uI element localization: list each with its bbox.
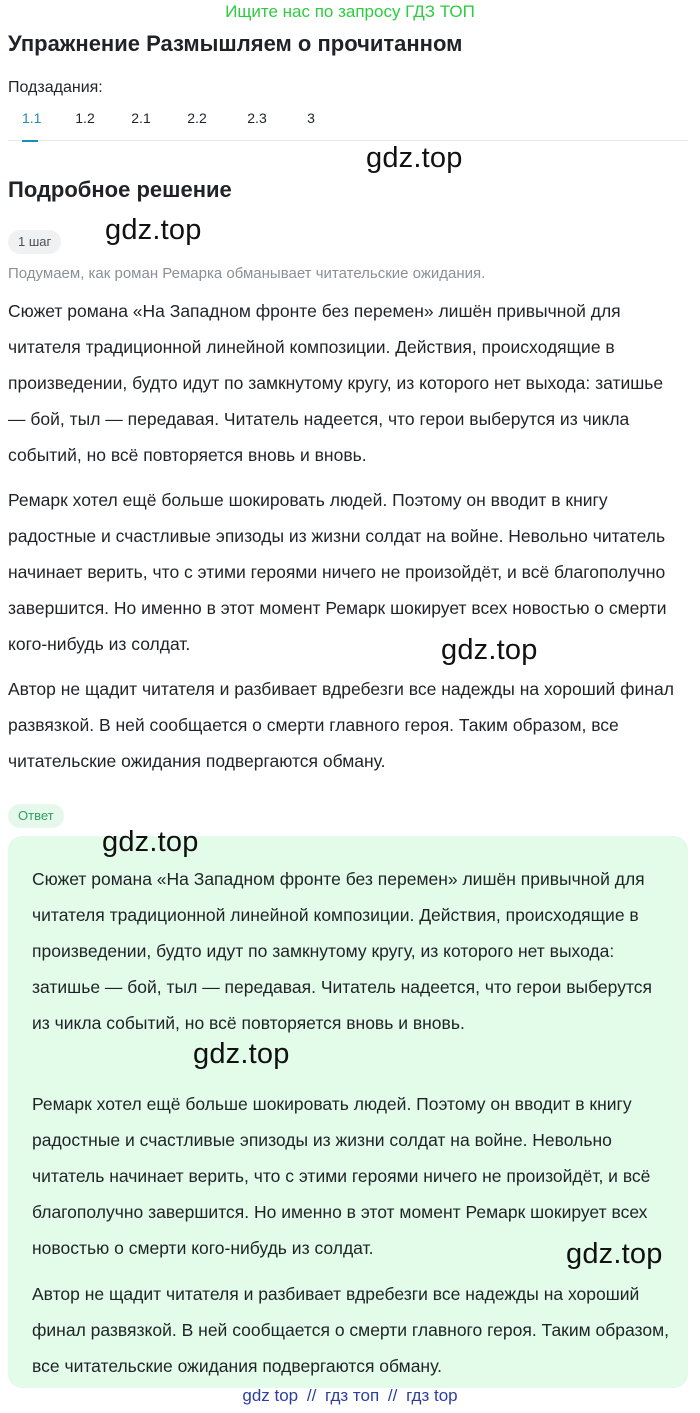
tab-3[interactable]: 3 bbox=[307, 110, 315, 126]
footer-link[interactable]: гдз топ bbox=[325, 1386, 380, 1405]
tab-1-1[interactable]: 1.1 bbox=[22, 110, 38, 140]
answer-badge: Ответ bbox=[8, 804, 64, 828]
solution-paragraph: Ремарк хотел ещё больше шокировать людей. Поэтому он вводит в книгу радостные и счастливые эпизоды из жизни солдат на войне. Невольно читатель начинает верить, что с этими героями ничего не произойдёт, и всё благополучно завершится. Но именно в этот момент Ремарк шокирует всех новостью о смерти кого-нибудь из солдат. bbox=[8, 490, 667, 654]
step-hint: Подумаем, как роман Ремарка обманывает читательские ожидания. bbox=[8, 265, 486, 282]
subtasks-label: Подзадания: bbox=[8, 79, 103, 96]
footer-link[interactable]: гдз top bbox=[406, 1386, 458, 1405]
watermark: gdz.top bbox=[441, 634, 538, 666]
answer-paragraph: Сюжет романа «На Западном фронте без перемен» лишён привычной для читателя традиционной линейной композиции. Действия, происходящие в произведении, будто идут по замкнутому кругу, из которого нет выхода: затишье — бой, тыл — передавая. Читатель надеется, что герои выберутся из чикла событий, но всё повторяется вновь и вновь. bbox=[32, 869, 652, 1033]
watermark: gdz.top bbox=[102, 826, 199, 858]
promo-banner: Ищите нас по запросу ГДЗ ТОП bbox=[225, 2, 475, 21]
watermark: gdz.top bbox=[366, 142, 463, 174]
answer-paragraph: Ремарк хотел ещё больше шокировать людей. Поэтому он вводит в книгу радостные и счастливые эпизоды из жизни солдат на войне. Невольно читатель начинает верить, что с этими героями ничего не произойдёт, и всё благополучно завершится. Но именно в этот момент Ремарк шокирует всех новостью о смерти кого-нибудь из солдат. bbox=[32, 1094, 651, 1258]
solution-paragraph: Сюжет романа «На Западном фронте без перемен» лишён привычной для читателя традиционной линейной композиции. Действия, происходящие в произведении, будто идут по замкнутому кругу, из которого нет выхода: затишье — бой, тыл — передавая. Читатель надеется, что герои выберутся из чикла событий, но всё повторяется вновь и вновь. bbox=[8, 301, 664, 465]
footer-link[interactable]: gdz top bbox=[242, 1386, 299, 1405]
footer-separator: // bbox=[387, 1386, 398, 1405]
watermark: gdz.top bbox=[566, 1238, 663, 1270]
step-badge: 1 шаг bbox=[8, 230, 61, 254]
tab-1-2[interactable]: 1.2 bbox=[75, 110, 95, 126]
watermark: gdz.top bbox=[105, 214, 202, 246]
footer-links bbox=[0, 1386, 700, 1406]
page-title: Упражнение Размышляем о прочитанном bbox=[8, 31, 463, 56]
tab-2-2[interactable]: 2.2 bbox=[187, 110, 207, 126]
watermark: gdz.top bbox=[193, 1038, 290, 1070]
answer-paragraph: Автор не щадит читателя и разбивает вдребезги все надежды на хороший финал развязкой. В ней сообщается о смерти главного героя. Таким образом, все читательские ожидания подвергаются обману. bbox=[32, 1284, 669, 1376]
solution-title: Подробное решение bbox=[8, 177, 232, 202]
tab-2-1[interactable]: 2.1 bbox=[131, 110, 151, 126]
subtask-tabs bbox=[8, 110, 688, 141]
tab-2-3[interactable]: 2.3 bbox=[247, 110, 267, 126]
solution-paragraph: Автор не щадит читателя и разбивает вдребезги все надежды на хороший финал развязкой. В ней сообщается о смерти главного героя. Таким образом, все читательские ожидания подвергаются обману. bbox=[8, 679, 674, 771]
footer-separator: // bbox=[306, 1386, 317, 1405]
